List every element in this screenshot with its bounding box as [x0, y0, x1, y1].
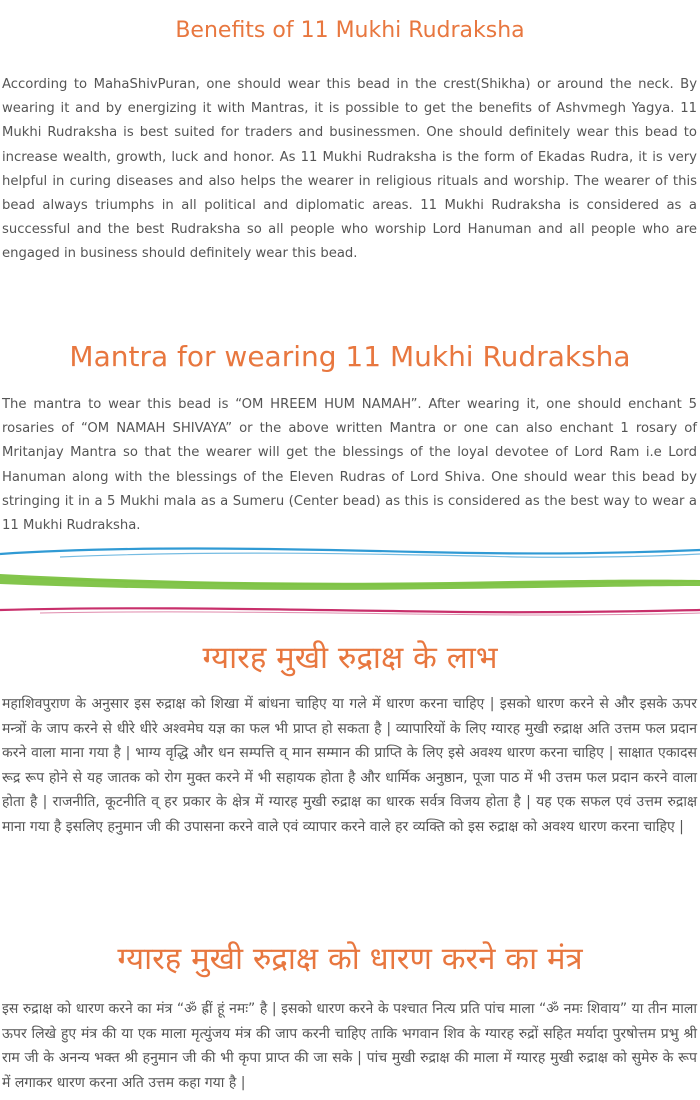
mantra-paragraph: The mantra to wear this bead is “OM HREEM HUM NAMAH”. After wearing it, one should enchant 5 rosaries of “OM NAMAH SHIVAYA” or the above written Mantra or one can also enchant 1 rosary of Mritanjay Mantra so that the wearer will get the blessings of the loyal devotee of Lord Ram i.e Lord Hanuman along with the blessings of the Eleven Rudras of Lord Shiva. One should wear this bead by stringing it in a 5 Mukhi mala as a Sumeru (Center bead) as this is considered as the best way to wear a 11 Mukhi Rudraksha. — [2, 397, 697, 534]
hindi-mantra-heading: ग्यारह मुखी रुद्राक्ष को धारण करने का मंत्र — [117, 941, 583, 977]
benefits-heading: Benefits of 11 Mukhi Rudraksha — [175, 18, 525, 43]
hindi-mantra-paragraph: इस रुद्राक्ष को धारण करने का मंत्र “ॐ ह्रीं हूं नमः” है | इसको धारण करने के पश्चात नित्य प्रति पांच माला “ॐ नमः शिवाय” या तीन माला ऊपर लिखे हुए मंत्र की या एक माला मृत्युंजय मंत्र की जाप करनी चाहिए ताकि भगवान शिव के ग्यारह रुद्रों सहित मर्यादा पुरषोत्तम प्रभु श्री राम जी के अनन्य भक्त श्री हनुमान जी की भी कृपा प्राप्त की जा सके | पांच मुखी रुद्राक्ष की माला में ग्यारह मुखी रुद्राक्ष को सुमेरु के रूप में लगाकर धारण करना अति उत्तम कहा गया है | — [2, 1001, 697, 1091]
hindi-benefits-paragraph: महाशिवपुराण के अनुसार इस रुद्राक्ष को शिखा में बांधना चाहिए या गले में धारण करना चाहिए | इसको धारण करने से और इसके ऊपर मन्त्रों के जाप करने से धीरे धीरे अश्वमेघ यज्ञ का फल भी प्राप्त हो सकता है | व्यापारियों के लिए ग्यारह मुखी रुद्राक्ष अति उत्तम फल प्रदान करने वाला माना गया है | भाग्य वृद्धि और धन सम्पत्ति व् मान सम्मान की प्राप्ति के लिए इसे अवश्य धारण करना चाहिए | साक्षात एकादस रूद्र रूप होने से यह जातक को रोग मुक्त करने में भी सहायक होता है और धार्मिक अनुष्ठान, पूजा पाठ में भी उत्तम फल प्रदान करने वाला होता है | राजनीति, कूटनीति व् हर प्रकार के क्षेत्र में ग्यारह मुखी रुद्राक्ष का धारक सर्वत्र विजय होता है | यह एक सफल एवं उत्तम रुद्राक्ष माना गया है इसलिए हनुमान जी की उपासना करने वाले एवं व्यापार करने वाले हर व्यक्ति को इस रुद्राक्ष को अवश्य धारण करना चाहिए | — [2, 696, 697, 835]
divider-stroke-blue — [0, 549, 700, 555]
divider-stroke-magenta — [0, 608, 700, 612]
decorative-divider — [0, 540, 700, 624]
benefits-paragraph: According to MahaShivPuran, one should wear this bead in the crest(Shikha) or around the neck. By wearing it and by energizing it with Mantras, it is possible to get the benefits of Ashvmegh Yagya. 11 Mukhi Rudraksha is best suited for traders and businessmen. One should definitely wear this bead to increase wealth, growth, luck and honor. As 11 Mukhi Rudraksha is the form of Ekadas Rudra, it is very helpful in curing diseases and also helps the wearer in religious rituals and worship. The wearer of this bead always triumphs in all political and diplomatic areas. 11 Mukhi Rudraksha is considered as a successful and the best Rudraksha so all people who worship Lord Hanuman and all people who are engaged in business should definitely wear this bead. — [2, 77, 697, 262]
hindi-benefits-heading: ग्यारह मुखी रुद्राक्ष के लाभ — [202, 640, 498, 676]
mantra-heading: Mantra for wearing 11 Mukhi Rudraksha — [69, 340, 631, 373]
